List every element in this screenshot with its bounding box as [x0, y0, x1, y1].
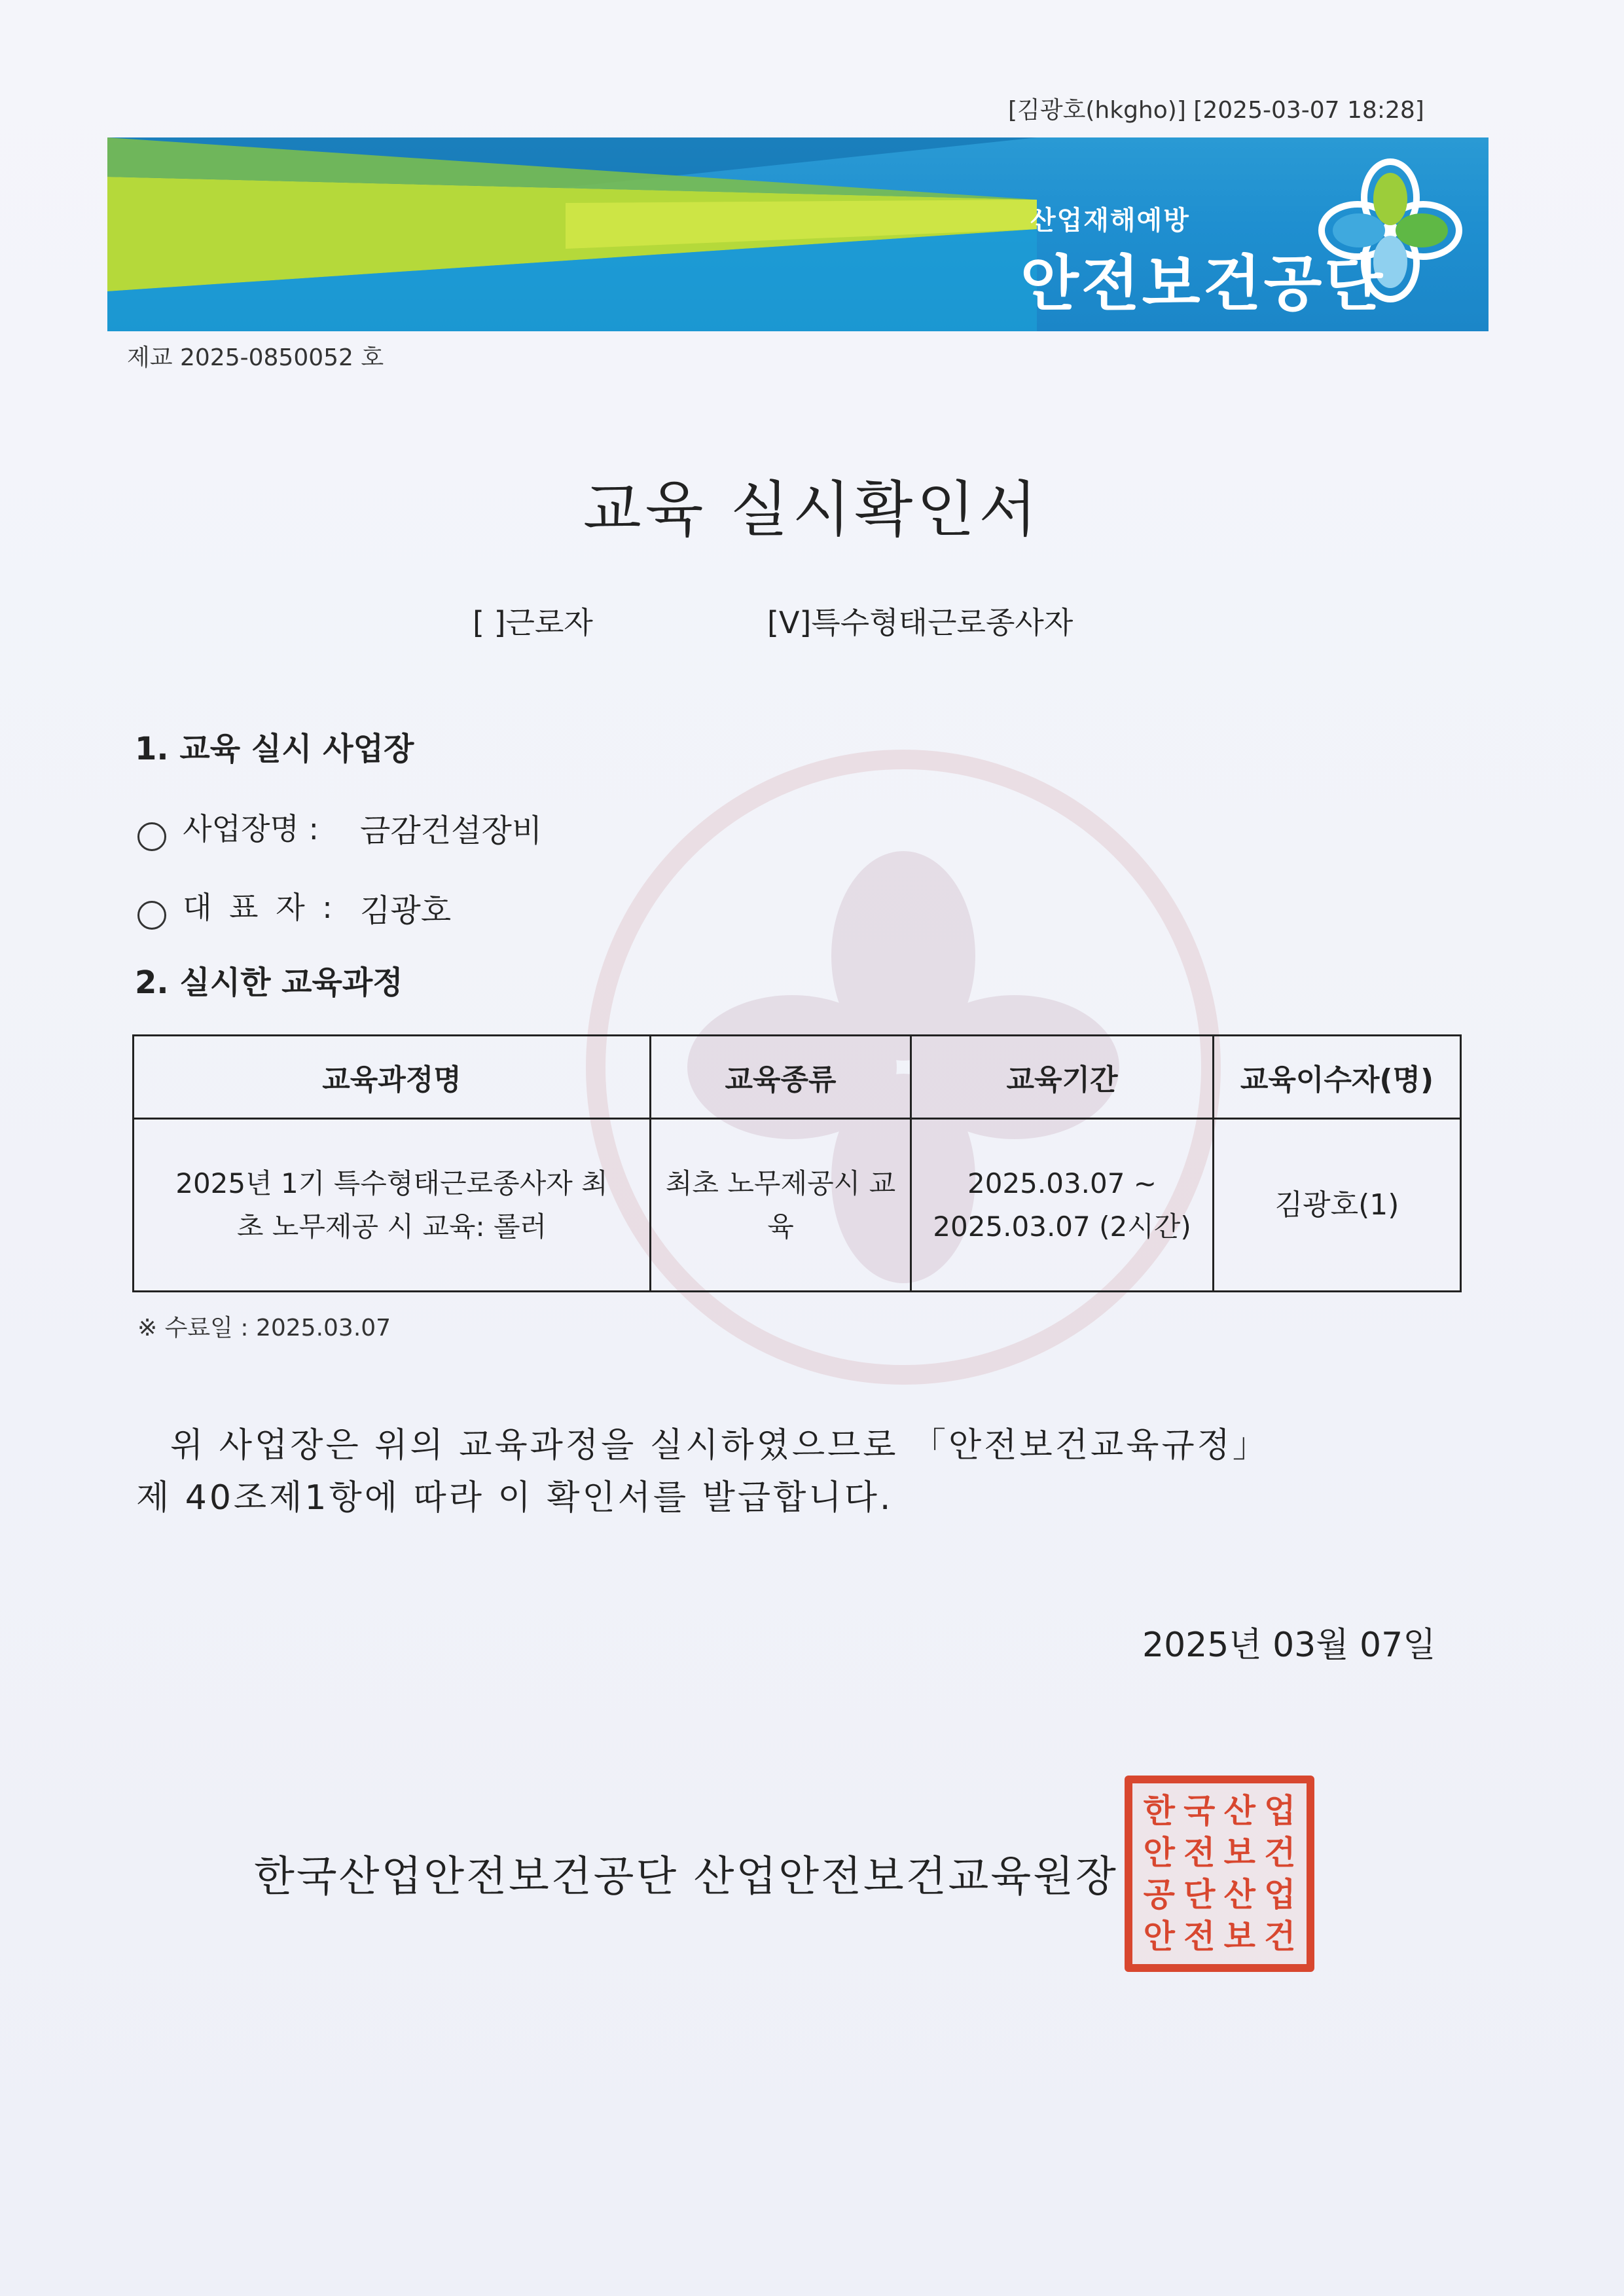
cell-course-name: 2025년 1기 특수형태근로종사자 최 초 노무제공 시 교육: 롤러 [134, 1119, 651, 1292]
company-row [137, 805, 319, 851]
issuer-name: 한국산업안전보건공단 산업안전보건교육원장 [254, 1853, 1118, 1901]
company-value: 금감건설장비 [360, 812, 543, 849]
bullet-circle-icon [137, 901, 166, 930]
category-special-worker: [V]특수형태근로종사자 [767, 605, 1074, 640]
cell-attendee: 김광호(1) [1214, 1119, 1461, 1292]
document-number: 제교 2025-0850052 호 [127, 344, 384, 371]
course-table [132, 1034, 1462, 1292]
document-title: 교육 실시확인서 [583, 475, 1041, 545]
col-course-period: 교육기간 [911, 1036, 1214, 1119]
rep-value: 김광호 [360, 892, 452, 929]
cell-course-type: 최초 노무제공시 교 육 [651, 1119, 911, 1292]
agency-banner [107, 137, 1489, 331]
col-attendees: 교육이수자(명) [1214, 1036, 1461, 1119]
print-meta: [김광호(hkgho)] [2025-03-07 18:28] [1008, 97, 1424, 124]
body-line-2: 제 40조제1항에 따라 이 확인서를 발급합니다. [136, 1478, 893, 1518]
category-worker: [ ]근로자 [473, 605, 593, 640]
section1-heading: 1. 교육 실시 사업장 [135, 731, 414, 767]
official-seal [1125, 1776, 1314, 1972]
table-header-row [134, 1036, 1461, 1119]
seal-characters: 한 국 산 업 안 전 보 건 공 단 산 업 안 전 보 건 [1143, 1792, 1296, 1956]
rep-row [137, 884, 336, 930]
section2-heading: 2. 실시한 교육과정 [135, 964, 403, 1001]
bullet-circle-icon [137, 822, 166, 851]
rep-label: 대 표 자 : [183, 890, 336, 925]
company-label: 사업장명 : [183, 811, 319, 847]
col-course-name: 교육과정명 [134, 1036, 651, 1119]
completion-note: ※ 수료일 : 2025.03.07 [137, 1315, 391, 1341]
issue-date: 2025년 03월 07일 [1142, 1626, 1436, 1665]
body-line-1: 위 사업장은 위의 교육과정을 실시하였으므로 「안전보건교육규정」 [170, 1426, 1269, 1465]
cell-course-period: 2025.03.07 ~ 2025.03.07 (2시간) [911, 1119, 1214, 1292]
banner-subtitle: 산업재해예방 [1030, 206, 1190, 236]
table-row [134, 1119, 1461, 1292]
col-course-type: 교육종류 [651, 1036, 911, 1119]
banner-agency-name: 안전보건공단 [1020, 249, 1386, 319]
